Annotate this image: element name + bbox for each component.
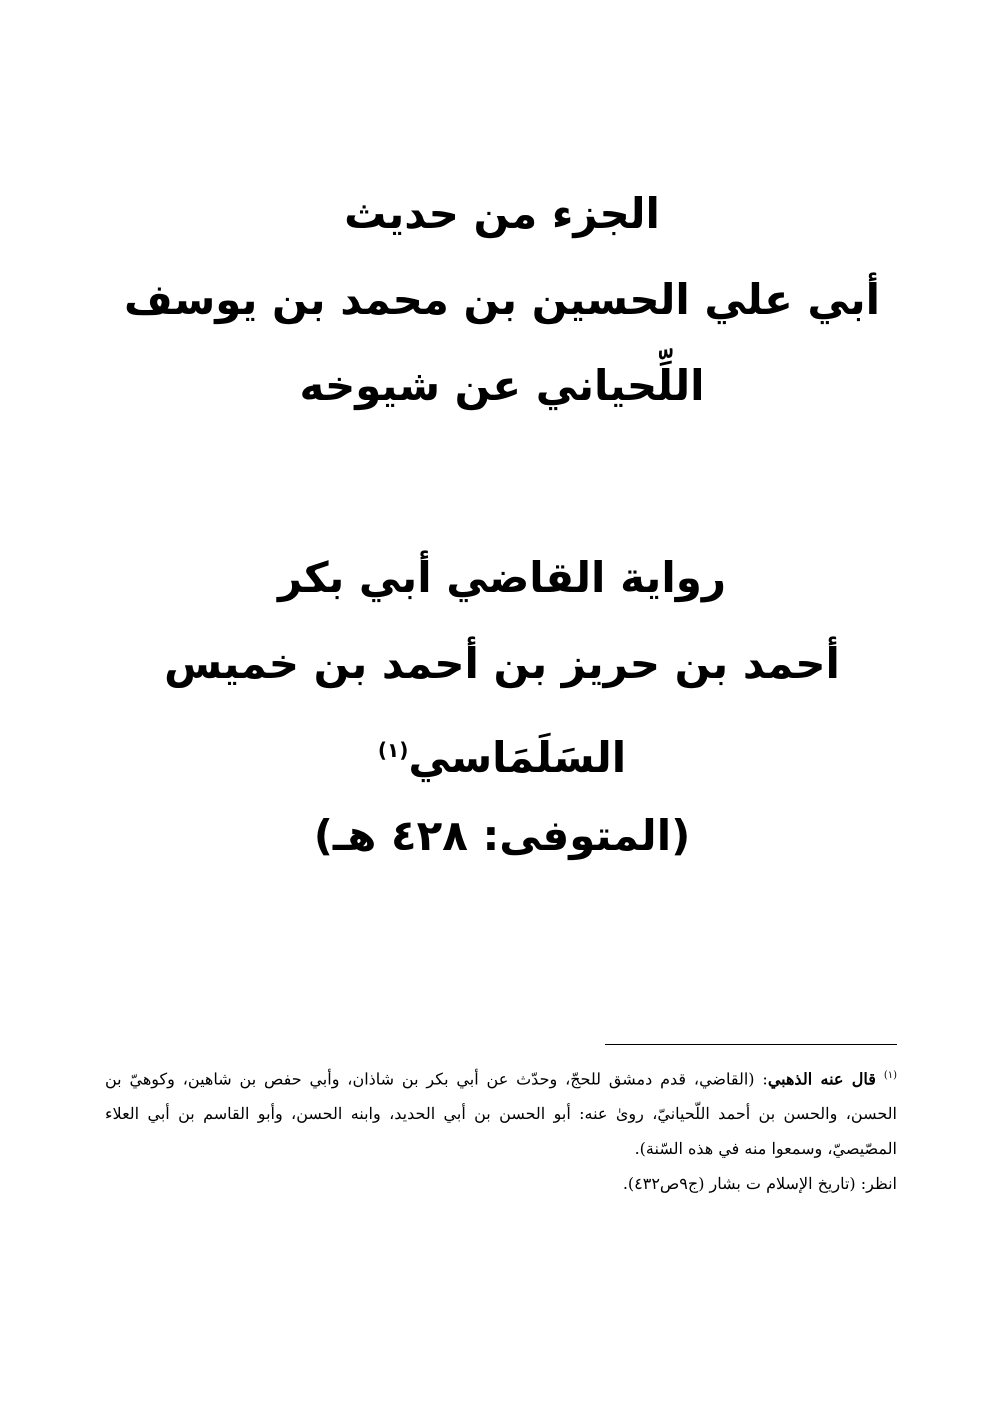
- narration-line-1: رواية القاضي أبي بكر: [277, 553, 726, 602]
- footnote-paragraph-2: انظر: (تاريخ الإسلام ت بشار (ج٩ص٤٣٢).: [622, 1174, 897, 1194]
- title-line-1: الجزء من حديث: [344, 189, 660, 238]
- narrator-nisba: السَلَمَاسي: [408, 733, 627, 782]
- title-line-3: اللِّحياني عن شيوخه: [299, 361, 705, 410]
- footnote: [105, 1058, 897, 1201]
- death-date-line: (المتوفى: ٤٢٨ هـ): [313, 811, 691, 860]
- narration-line-2: أحمد بن حريز بن أحمد بن خميس: [164, 639, 840, 688]
- footnote-number: (١): [883, 1070, 898, 1081]
- narration-line-3: [0, 720, 1004, 788]
- title-line-2: أبي علي الحسين بن محمد بن يوسف: [123, 275, 881, 324]
- footnote-paragraph-1: [105, 1058, 897, 1166]
- footnote-lead: قال عنه الذهبي: [767, 1069, 876, 1089]
- footnote-text-1: : (القاضي، قدم دمشق للحجّ، وحدّث عن أبي بكر بن شاذان، وأبي حفص بن شاهين، وكوهيّ بن الحسن، والحسن بن أحمد اللّحيانيّ، روىٰ عنه: أبو الحسن بن أبي الحديد، وابنه الحسن، وأبو القاسم بن أبي العلاء المصّيصيّ، وسمعوا منه في هذه السّنة).: [105, 1069, 897, 1159]
- footnote-divider: [605, 1044, 897, 1045]
- footnote-reference[interactable]: (١): [377, 738, 409, 762]
